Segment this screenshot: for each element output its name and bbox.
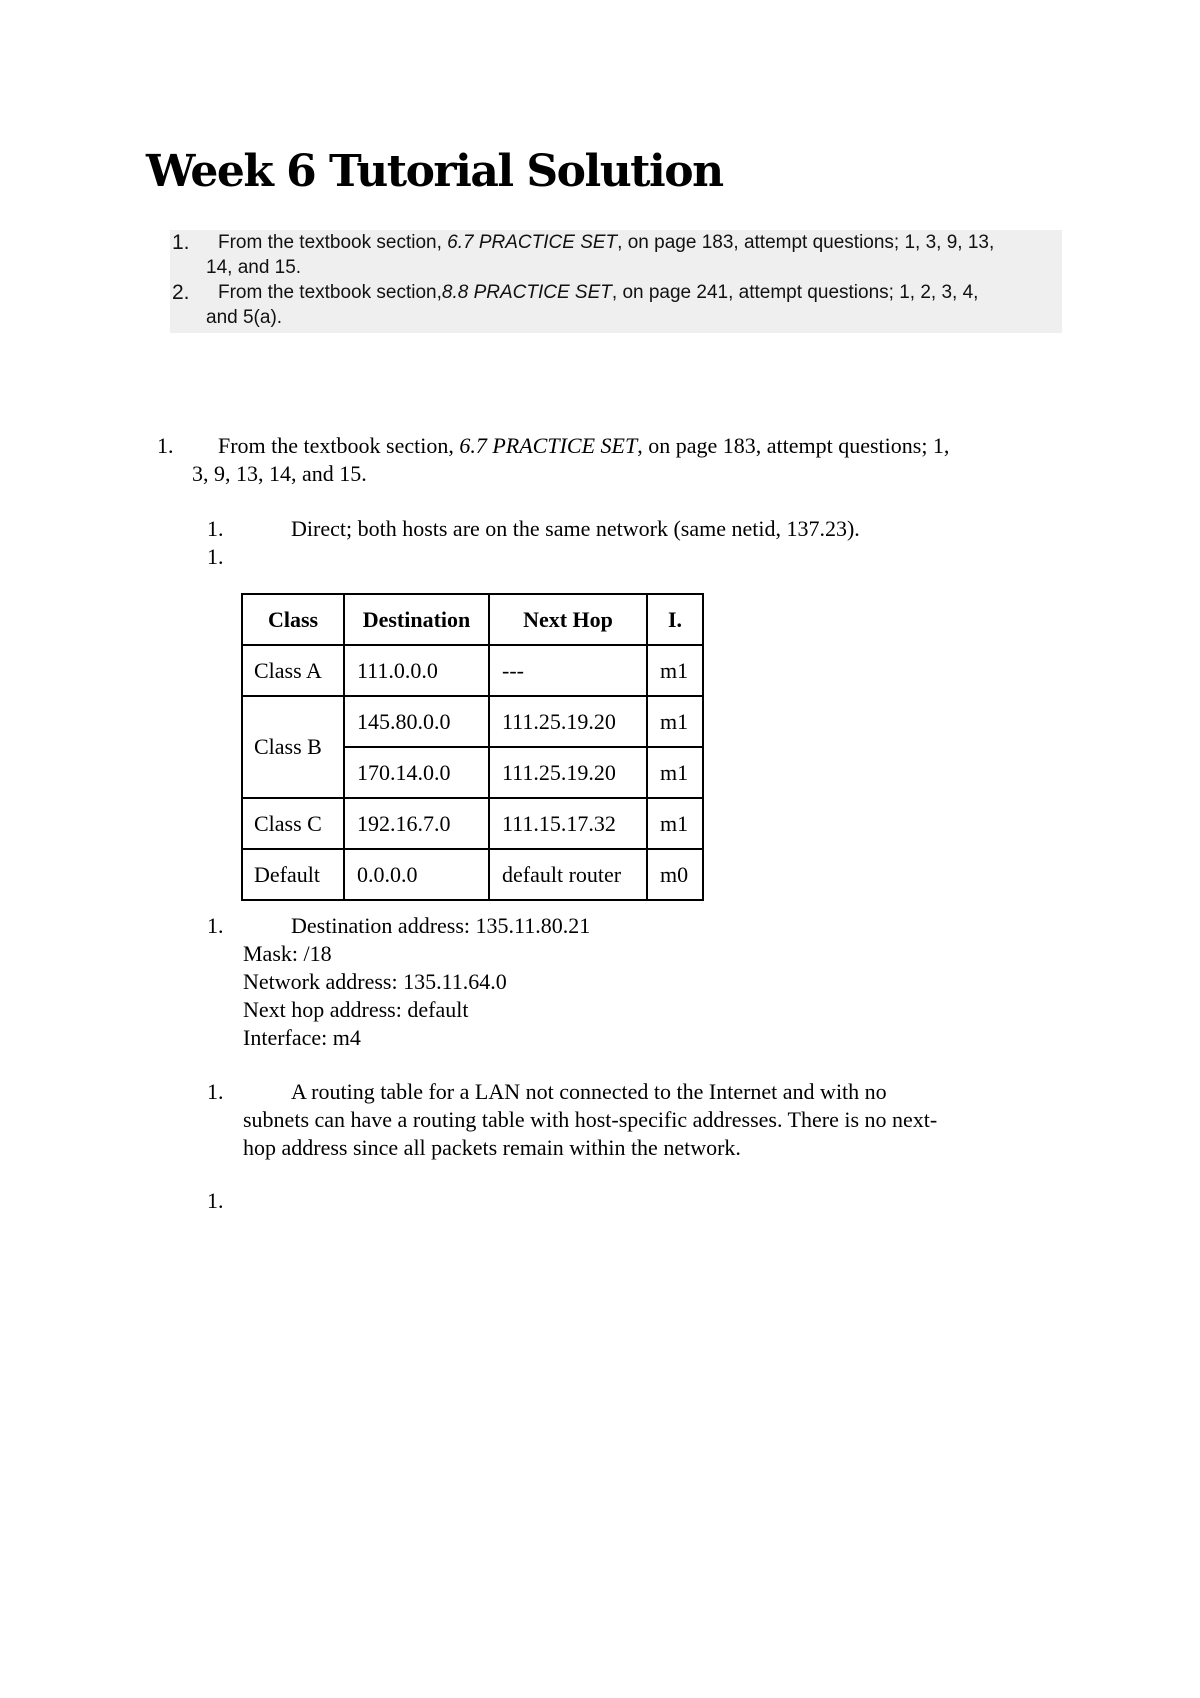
mask-line: Mask: /18 [243, 941, 332, 966]
task-box [170, 230, 1062, 333]
column-header: Destination [344, 594, 489, 645]
next-hop-cell: --- [489, 645, 647, 696]
task-text: From the textbook section, 6.7 PRACTICE SET, on page 183, attempt questions; 1, 3, 9, 13, 14, and 15. [208, 230, 1048, 280]
table-row [242, 696, 703, 747]
question-number: 1. [157, 433, 174, 458]
next-hop-cell: 111.25.19.20 [489, 696, 647, 747]
task-number: 1. [172, 231, 190, 254]
page-title: Week 6 Tutorial Solution [146, 146, 723, 197]
task-number: 2. [172, 281, 190, 304]
answer-line: hop address since all packets remain within the network. [243, 1135, 741, 1160]
task-text: From the textbook section,8.8 PRACTICE SET, on page 241, attempt questions; 1, 2, 3, 4, and 5(a). [208, 280, 1048, 330]
table-row [242, 798, 703, 849]
interface-line: Interface: m4 [243, 1025, 361, 1050]
destination-cell: 192.16.7.0 [344, 798, 489, 849]
destination-cell: 0.0.0.0 [344, 849, 489, 900]
question-text-cont: 3, 9, 13, 14, and 15. [192, 461, 367, 486]
answer-text: Direct; both hosts are on the same network (same netid, 137.23). [291, 516, 860, 541]
table-row [242, 849, 703, 900]
routing-table [241, 593, 704, 901]
column-header: Class [242, 594, 344, 645]
class-cell: Default [242, 849, 344, 900]
destination-cell: 145.80.0.0 [344, 696, 489, 747]
question-text: From the textbook section, 6.7 PRACTICE SET, on page 183, attempt questions; 1, [218, 433, 950, 458]
destination-cell: 170.14.0.0 [344, 747, 489, 798]
destination-cell: 111.0.0.0 [344, 645, 489, 696]
practice-set-ref: 6.7 PRACTICE SET [447, 232, 618, 253]
task-text-cont: 14, and 15. [206, 257, 302, 278]
class-cell: Class B [242, 696, 344, 798]
column-header: Next Hop [489, 594, 647, 645]
class-cell: Class A [242, 645, 344, 696]
next-hop-cell: default router [489, 849, 647, 900]
answer-line: subnets can have a routing table with host-specific addresses. There is no next- [243, 1107, 938, 1132]
answer-number: 1. [207, 516, 224, 541]
practice-set-ref: 6.7 PRACTICE SET [459, 433, 638, 458]
task-text-cont: and 5(a). [206, 307, 283, 328]
interface-cell: m1 [647, 696, 703, 747]
next-hop-line: Next hop address: default [243, 997, 469, 1022]
interface-cell: m1 [647, 798, 703, 849]
answer-text: Destination address: 135.11.80.21 [291, 913, 591, 938]
answer-3-details [243, 940, 507, 1052]
answer-number: 1. [207, 544, 224, 569]
answer-text: A routing table for a LAN not connected to the Internet and with no [291, 1079, 887, 1104]
column-header: I. [647, 594, 703, 645]
answer-number: 1. [207, 913, 224, 938]
next-hop-cell: 111.15.17.32 [489, 798, 647, 849]
answer-number: 1. [207, 1188, 224, 1213]
next-hop-cell: 111.25.19.20 [489, 747, 647, 798]
table-row [242, 645, 703, 696]
class-cell: Class C [242, 798, 344, 849]
table-header-row [242, 594, 703, 645]
interface-cell: m1 [647, 747, 703, 798]
answer-4-details [243, 1106, 1023, 1162]
practice-set-ref: 8.8 PRACTICE SET [441, 282, 612, 303]
answer-number: 1. [207, 1079, 224, 1104]
interface-cell: m0 [647, 849, 703, 900]
interface-cell: m1 [647, 645, 703, 696]
network-address-line: Network address: 135.11.64.0 [243, 969, 507, 994]
